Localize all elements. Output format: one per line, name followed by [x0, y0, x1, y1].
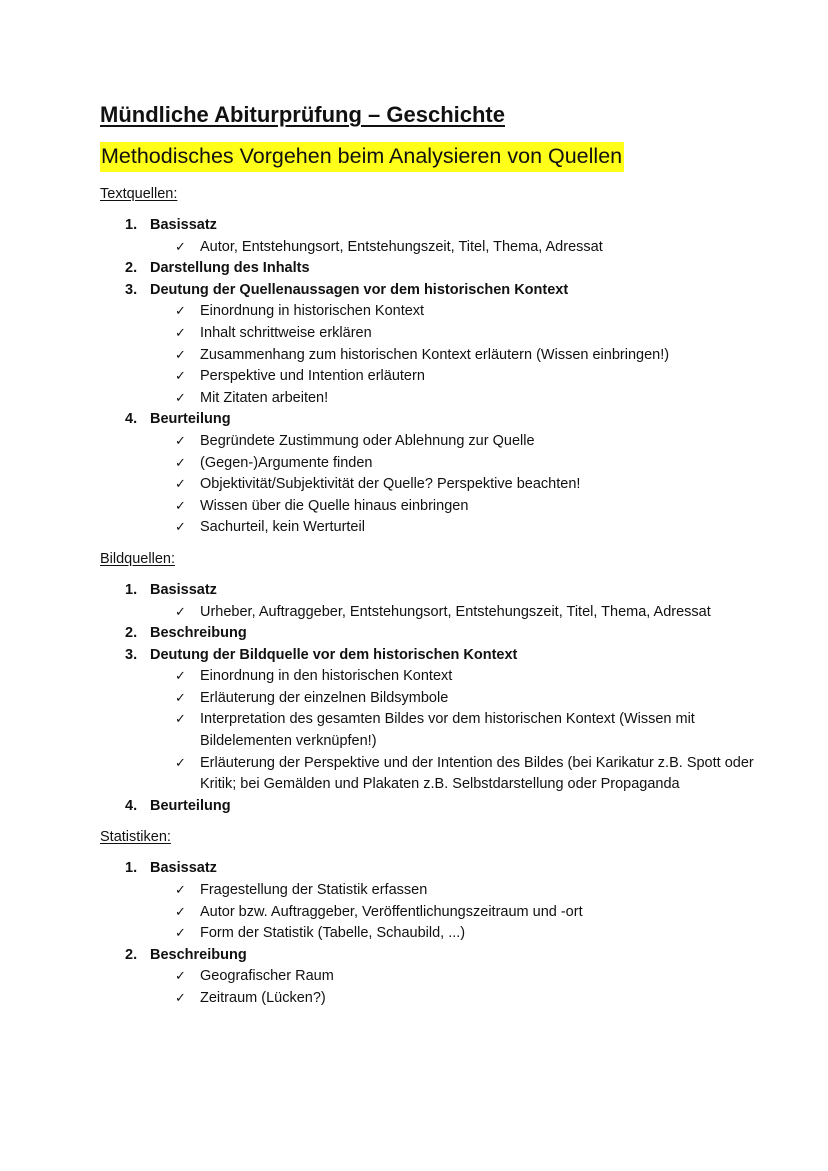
step-number: 1. — [125, 217, 138, 233]
step-item — [100, 280, 780, 410]
section-heading: Textquellen: — [100, 186, 178, 202]
check-item-text: Form der Statistik (Tabelle, Schaubild, ...) — [200, 925, 466, 942]
page-title: Mündliche Abiturprüfung – Geschichte — [100, 102, 505, 127]
section-3 — [100, 827, 780, 1009]
check-item-text: Geografischer Raum — [200, 968, 334, 985]
checkmark-icon: ✓ — [175, 239, 186, 255]
check-list-item — [150, 688, 780, 710]
check-list-item — [150, 453, 780, 475]
step-number: 1. — [125, 581, 138, 598]
check-list-item — [150, 474, 780, 496]
check-item-text: Urheber, Auftraggeber, Entstehungsort, Entstehungszeit, Titel, Thema, Adressat — [200, 603, 711, 620]
step-title: Deutung der Bildquelle vor dem historischen Kontext — [150, 646, 518, 663]
step-item — [100, 258, 780, 280]
step-number: 2. — [125, 260, 138, 277]
step-item — [100, 945, 780, 1010]
step-number: 4. — [125, 797, 138, 814]
check-list-item — [150, 709, 780, 752]
step-number: 2. — [125, 625, 138, 642]
check-list-item — [150, 237, 780, 259]
check-item-text: Fragestellung der Statistik erfassen — [200, 882, 428, 899]
check-list-item — [150, 966, 780, 988]
checkmark-icon: ✓ — [175, 883, 186, 899]
check-item-text: Interpretation des gesamten Bildes vor dem historischen Kontext (Wissen mit Bildelementen verknüpfen!) — [200, 711, 695, 750]
step-item — [100, 623, 780, 645]
check-list-item — [150, 388, 780, 410]
check-list — [150, 880, 780, 945]
step-item — [100, 796, 780, 818]
checkmark-icon: ✓ — [175, 520, 186, 536]
section-heading: Statistiken: — [100, 829, 171, 846]
check-item-text: Mit Zitaten arbeiten! — [200, 389, 329, 406]
check-list-item — [150, 923, 780, 945]
section-heading: Bildquellen: — [100, 550, 175, 567]
check-list-item — [150, 301, 780, 323]
check-list-item — [150, 988, 780, 1010]
check-list — [150, 602, 780, 624]
check-item-text: Sachurteil, kein Werturteil — [200, 519, 365, 536]
step-number: 1. — [125, 860, 138, 877]
step-title: Basissatz — [150, 581, 217, 598]
check-item-text: Inhalt schrittweise erklären — [200, 324, 372, 341]
step-title: Beschreibung — [150, 625, 247, 642]
step-title: Beurteilung — [150, 411, 231, 428]
checkmark-icon: ✓ — [175, 669, 186, 685]
section-2 — [100, 549, 780, 818]
check-list — [150, 431, 780, 539]
checkmark-icon: ✓ — [175, 433, 186, 449]
check-item-text: Autor, Entstehungsort, Entstehungszeit, Titel, Thema, Adressat — [200, 238, 603, 255]
check-item-text: Wissen über die Quelle hinaus einbringen — [200, 497, 469, 514]
step-number: 3. — [125, 646, 138, 663]
step-title: Darstellung des Inhalts — [150, 260, 310, 277]
check-item-text: Perspektive und Intention erläutern — [200, 368, 425, 385]
checkmark-icon: ✓ — [175, 604, 186, 620]
check-item-text: Objektivität/Subjektivität der Quelle? Perspektive beachten! — [200, 476, 581, 493]
step-item — [100, 858, 780, 944]
check-item-text: Zusammenhang zum historischen Kontext erläutern (Wissen einbringen!) — [200, 346, 670, 363]
check-list-item — [150, 517, 780, 539]
check-list — [150, 301, 780, 409]
checkmark-icon: ✓ — [175, 390, 186, 406]
step-item — [100, 580, 780, 623]
page-subtitle-highlighted: Methodisches Vorgehen beim Analysieren von Quellen — [100, 142, 624, 172]
section-1 — [100, 184, 780, 539]
check-list-item — [150, 666, 780, 688]
step-title: Basissatz — [150, 860, 217, 877]
step-item — [100, 645, 780, 796]
checkmark-icon: ✓ — [175, 991, 186, 1006]
step-number: 2. — [125, 946, 138, 963]
check-list — [150, 666, 780, 796]
check-list-item — [150, 431, 780, 453]
check-list-item — [150, 323, 780, 345]
step-title: Beurteilung — [150, 797, 231, 814]
check-list-item — [150, 366, 780, 388]
check-list-item — [150, 602, 780, 624]
checkmark-icon: ✓ — [175, 369, 186, 385]
step-title: Deutung der Quellenaussagen vor dem historischen Kontext — [150, 281, 569, 298]
check-item-text: Zeitraum (Lücken?) — [200, 990, 326, 1006]
checkmark-icon: ✓ — [175, 304, 186, 320]
step-list — [100, 580, 780, 818]
check-list-item — [150, 753, 780, 796]
checkmark-icon: ✓ — [175, 969, 186, 985]
sections-container — [100, 184, 780, 1010]
check-list-item — [150, 496, 780, 518]
step-number: 4. — [125, 411, 138, 428]
check-item-text: Erläuterung der einzelnen Bildsymbole — [200, 689, 449, 706]
checkmark-icon: ✓ — [175, 325, 186, 341]
checkmark-icon: ✓ — [175, 755, 186, 771]
step-title: Beschreibung — [150, 946, 247, 963]
check-item-text: Begründete Zustimmung oder Ablehnung zur Quelle — [200, 432, 535, 449]
check-list-item — [150, 902, 780, 924]
check-list-item — [150, 345, 780, 367]
checkmark-icon: ✓ — [175, 477, 186, 493]
step-item — [100, 215, 780, 258]
check-item-text: Einordnung in historischen Kontext — [200, 303, 425, 320]
step-number: 3. — [125, 281, 138, 298]
check-list-item — [150, 880, 780, 902]
checkmark-icon: ✓ — [175, 347, 186, 363]
document-page — [100, 100, 780, 1010]
checkmark-icon: ✓ — [175, 926, 186, 942]
checkmark-icon: ✓ — [175, 498, 186, 514]
checkmark-icon: ✓ — [175, 712, 186, 728]
checkmark-icon: ✓ — [175, 904, 186, 920]
check-item-text: Autor bzw. Auftraggeber, Veröffentlichungszeitraum und -ort — [200, 903, 583, 920]
check-list — [150, 237, 780, 259]
check-item-text: Erläuterung der Perspektive und der Intention des Bildes (bei Karikatur z.B. Spott oder Kritik; bei Gemälden und Plakaten z.B. Selbstdarstellung oder Propaganda — [200, 754, 754, 793]
step-item — [100, 409, 780, 539]
step-list — [100, 858, 780, 1009]
step-title: Basissatz — [150, 217, 217, 233]
checkmark-icon: ✓ — [175, 455, 186, 471]
step-list — [100, 215, 780, 539]
check-item-text: Einordnung in den historischen Kontext — [200, 668, 453, 685]
check-list — [150, 966, 780, 1009]
check-item-text: (Gegen-)Argumente finden — [200, 454, 373, 471]
checkmark-icon: ✓ — [175, 690, 186, 706]
